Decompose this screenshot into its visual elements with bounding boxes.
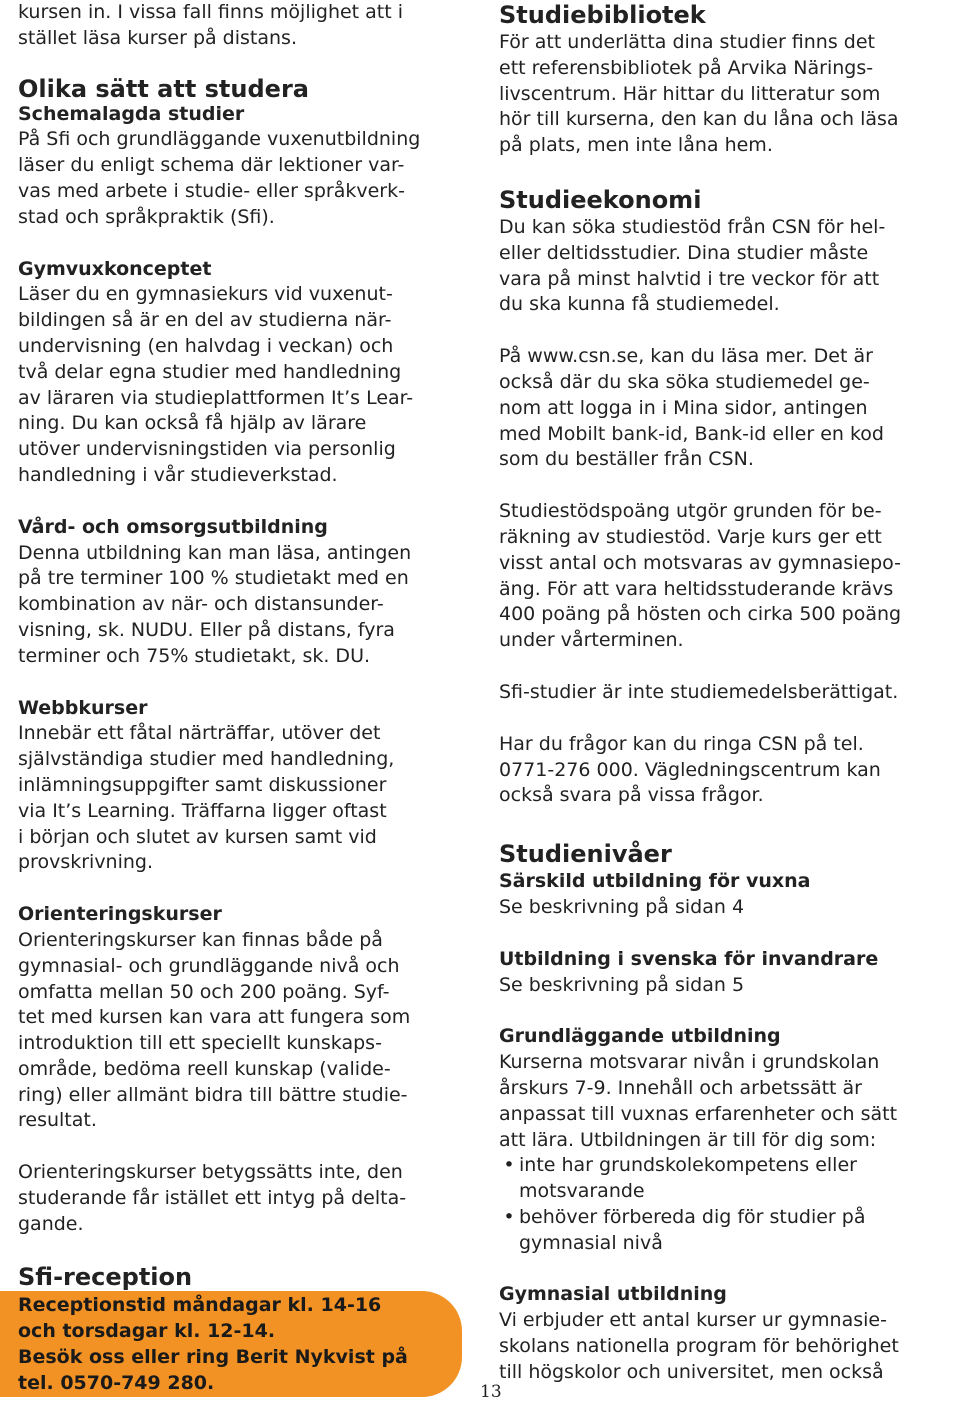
text-line: eller deltidsstudier. Dina studier måste [499,241,869,264]
text-line: 400 poäng på hösten och cirka 500 poäng [499,603,902,626]
text-line: vara på minst halvtid i tre veckor för att [499,267,880,290]
text-line: Vi erbjuder ett antal kurser ur gymnasie- [499,1309,887,1332]
text-line: Studiestödspoäng utgör grunden för be- [499,500,882,523]
text-line: Se beskrivning på sidan 5 [499,973,745,996]
section-studieekonomi [499,185,959,809]
text-line: resultat. [18,1109,97,1132]
text-line: i början och slutet av kursen samt vid [18,825,377,848]
text-line: stad och språkpraktik (Sfi). [18,205,275,228]
subheading: Utbildning i svenska för invandrare [499,947,879,970]
text-line: årskurs 7-9. Innehåll och arbetssätt är [499,1076,862,1099]
text-line: Innebär ett fåtal närträffar, utöver det [18,722,381,745]
section-gymvux [18,257,480,489]
section-heading: Studiebibliotek [499,1,706,29]
text-line: kombination av när- och distansunder- [18,593,384,616]
list-item [499,1205,959,1257]
text-line: provskrivning. [18,851,154,874]
text-line: På www.csn.se, kan du läsa mer. Det är [499,345,873,368]
text-line: inte har grundskolekompetens eller [519,1154,857,1177]
text-line: bildingen så är en del av studierna när- [18,309,392,332]
text-line: nom att logga in i Mina sidor, antingen [499,396,868,419]
page-number: 13 [480,1382,502,1402]
text-line: visst antal och motsvaras av gymnasiepo- [499,551,902,574]
text-line: Sfi-studier är inte studiemedelsberättigat. [499,680,899,703]
text-line: behöver förbereda dig för studier på [519,1205,866,1228]
text-line: motsvarande [519,1180,645,1203]
reception-line: Besök oss eller ring Berit Nykvist på [18,1346,408,1368]
reception-line: tel. 0570-749 280. [18,1372,215,1394]
text-line: handledning i vår studieverkstad. [18,463,338,486]
text-line: För att underlätta dina studier finns det [499,31,875,53]
section-studiebibliotek [499,0,959,159]
subheading: Schemalagda studier [18,102,245,125]
text-line: skolans nationella program för behörighet [499,1335,899,1358]
text-line: via It’s Learning. Träffarna ligger oftast [18,799,387,822]
text-line: studerande får istället ett intyg på delta- [18,1187,407,1210]
text-line: Denna utbildning kan man läsa, antingen [18,541,412,564]
text-line: Du kan söka studiestöd från CSN för hel- [499,215,886,238]
subheading: Vård- och omsorgsutbildning [18,515,328,538]
text-line: Orienteringskurser kan finnas både på [18,928,383,951]
text-line: område, bedöma reell kunskap (valide- [18,1057,391,1080]
text-line: ett referensbibliotek på Arvika Närings- [499,56,874,79]
section-heading: Olika sätt att studera [18,74,309,103]
text-line: Läser du en gymnasiekurs vid vuxenut- [18,283,393,306]
subheading: Gymnasial utbildning [499,1283,727,1306]
reception-line: och torsdagar kl. 12-14. [18,1320,276,1342]
text-line: som du beställer från CSN. [499,448,754,471]
section-heading: Studieekonomi [499,185,702,214]
text-line: med Mobilt bank-id, Bank-id eller en kod [499,422,884,445]
text-line: På Sfi och grundläggande vuxenutbildning [18,128,421,151]
list-item [499,1153,959,1205]
sfi-reception-info [18,1292,408,1396]
section-heading: Studienivåer [499,840,672,869]
text-line: vas med arbete i studie- eller språkverk- [18,179,405,202]
text-line: utöver undervisningstiden via personlig [18,438,396,461]
text-line: Orienteringskurser betygssätts inte, den [18,1161,403,1184]
text-line: läser du enligt schema där lektioner var- [18,154,405,177]
text-line: självständiga studier med handledning, [18,748,395,771]
text-line: att lära. Utbildningen är till för dig som: [499,1128,877,1151]
text-line: Se beskrivning på sidan 4 [499,895,745,918]
text-line: visning, sk. NUDU. Eller på distans, fyra [18,618,395,641]
sfi-reception-heading: Sfi-reception [18,1262,193,1291]
subheading: Gymvuxkonceptet [18,257,212,280]
text-line: livscentrum. Här hittar du litteratur som [499,82,881,105]
text-line: till högskolor och universitet, men också [499,1360,884,1383]
bullet-icon: • [503,1205,515,1228]
section-webbkurser [18,696,480,877]
subheading: Särskild utbildning för vuxna [499,870,811,893]
section-olika-satt [18,76,480,231]
section-orientering [18,902,480,1238]
text-line: hör till kurserna, den kan du låna och läsa [499,108,899,131]
bullet-icon: • [503,1154,515,1177]
text-line: också där du ska söka studiemedel ge- [499,370,870,393]
text-line: på tre terminer 100 % studietakt med en [18,567,409,590]
right-column [499,0,959,1386]
text-line: räkning av studiestöd. Varje kurs ger ett [499,525,882,548]
text-line: stället läsa kurser på distans. [18,26,297,49]
text-line: av läraren via studieplattformen It’s Lear- [18,386,414,409]
subheading: Grundläggande utbildning [499,1025,781,1048]
subheading: Webbkurser [18,696,148,719]
intro-paragraph [18,0,480,52]
text-line: Kurserna motsvarar nivån i grundskolan [499,1051,880,1074]
text-line: Har du frågor kan du ringa CSN på tel. [499,732,864,755]
text-line: under vårterminen. [499,629,684,652]
subheading: Orienteringskurser [18,903,222,926]
text-line: introduktion till ett speciellt kunskaps- [18,1032,382,1055]
text-line: gymnasial- och grundläggande nivå och [18,954,400,977]
text-line: ning. Du kan också få hjälp av lärare [18,412,367,435]
text-line: anpassat till vuxnas erfarenheter och sätt [499,1102,898,1125]
text-line: gymnasial nivå [519,1231,663,1254]
text-line: ring) eller allmänt bidra till bättre studie- [18,1083,408,1106]
text-line: på plats, men inte låna hem. [499,134,773,157]
text-line: du ska kunna få studiemedel. [499,293,780,316]
text-line: undervisning (en halvdag i veckan) och [18,334,394,357]
text-line: också svara på vissa frågor. [499,784,764,807]
text-line: kursen in. I vissa fall finns möjlighet att i [18,1,404,23]
text-line: tet med kursen kan vara att fungera som [18,1006,411,1029]
text-line: 0771-276 000. Vägledningscentrum kan [499,758,881,781]
text-line: inlämningsuppgifter samt diskussioner [18,773,387,796]
reception-line: Receptionstid måndagar kl. 14-16 [18,1294,382,1316]
text-line: två delar egna studier med handledning [18,360,402,383]
text-line: omfatta mellan 50 och 200 poäng. Syf- [18,980,390,1003]
text-line: äng. För att vara heltidsstuderande krävs [499,577,894,600]
text-line: gande. [18,1212,84,1235]
left-column [18,0,480,1292]
text-line: terminer och 75% studietakt, sk. DU. [18,644,371,667]
section-vard [18,515,480,670]
section-studienivaer [499,839,959,1386]
